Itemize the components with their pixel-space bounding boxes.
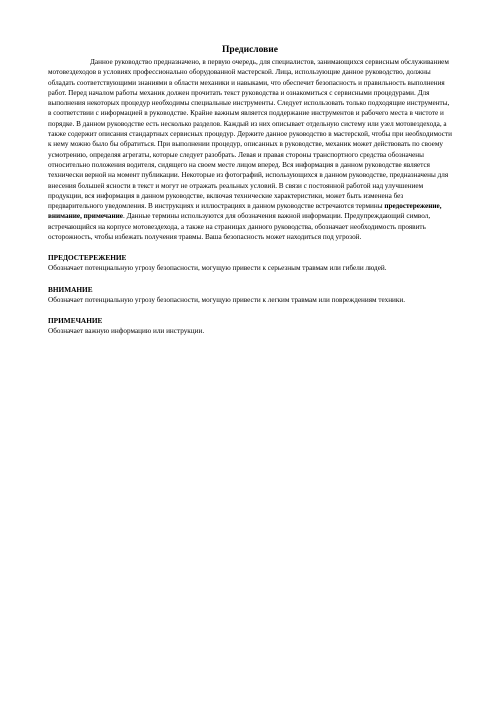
intro-text-part1: Данное руководство предназначено, в первую очередь, для специалистов, занимающихся сервисным обслуживанием мотовездеходов в условиях профессионально оборудованной мастерской. Лица, использующие данное руководство, должны обладать соответствующими знаниями в области механики и навыками, что обеспечит безопасность и правильность выполнения работ. Перед началом работы механик должен прочитать текст руководства и ознакомиться с сервисными процедурами. Для выполнения некоторых процедур необходимы специальные инструменты. Следует использовать только подходящие инструменты, в соответствии с информацией в руководстве. Крайне важным является поддержание инструментов и рабочего места в чистоте и порядке. В данном руководстве есть несколько разделов. Каждый из них описывает отдельную систему или узел мотовездехода, а также содержит описания стандартных сервисных процедур. Держите данное руководство в мастерской, чтобы при необходимости к нему можно было бы обратиться. При выполнении процедур, описанных в руководстве, механик может действовать по своему усмотрению, определяя агрегаты, которые следует разобрать. Левая и правая стороны транспортного средства обозначены относительно положения водителя, сидящего на своем месте лицом вперед. Вся информация в данном руководстве является технически верной на момент публикации. Некоторые из фотографий, использующихся в данном руководстве, предназначены для внесения большей ясности в текст и могут не отражать реальных условий. В связи с постоянной работой над улучшением продукции, вся информация в данном руководстве, включая технические характеристики, может быть изменена без предварительного уведомления. В инструкциях и иллюстрациях в данном руководстве встречаются термины — [48, 58, 452, 211]
page-title: Предисловие — [222, 45, 278, 55]
intro-paragraph — [48, 57, 452, 242]
term-heading-caution: ВНИМАНИЕ — [48, 284, 93, 294]
term-block-caution — [48, 285, 452, 305]
term-block-note — [48, 316, 452, 336]
document-page — [48, 45, 452, 336]
term-heading-note: ПРИМЕЧАНИЕ — [48, 315, 103, 325]
intro-bold-terms: предостережение, внимание, примечание — [48, 202, 442, 221]
term-description-note: Обозначает важную информацию или инструкции. — [48, 326, 205, 335]
term-heading-warning: ПРЕДОСТЕРЕЖЕНИЕ — [48, 253, 127, 263]
term-block-warning — [48, 253, 452, 273]
term-description-warning: Обозначает потенциальную угрозу безопасности, могущую привести к серьезным травмам или гибели людей. — [48, 264, 387, 273]
intro-text-part2: . Данные термины используются для обозначения важной информации. Предупреждающий символ, встречающийся на корпусе мотовездехода, а также на страницах данного руководства, обозначает необходимость проявить осторожность, чтобы избежать получения травмы. Ваша безопасность может находиться под угрозой. — [48, 212, 431, 242]
term-description-caution: Обозначает потенциальную угрозу безопасности, могущую привести к легким травмам или повреждениям техники. — [48, 295, 406, 304]
